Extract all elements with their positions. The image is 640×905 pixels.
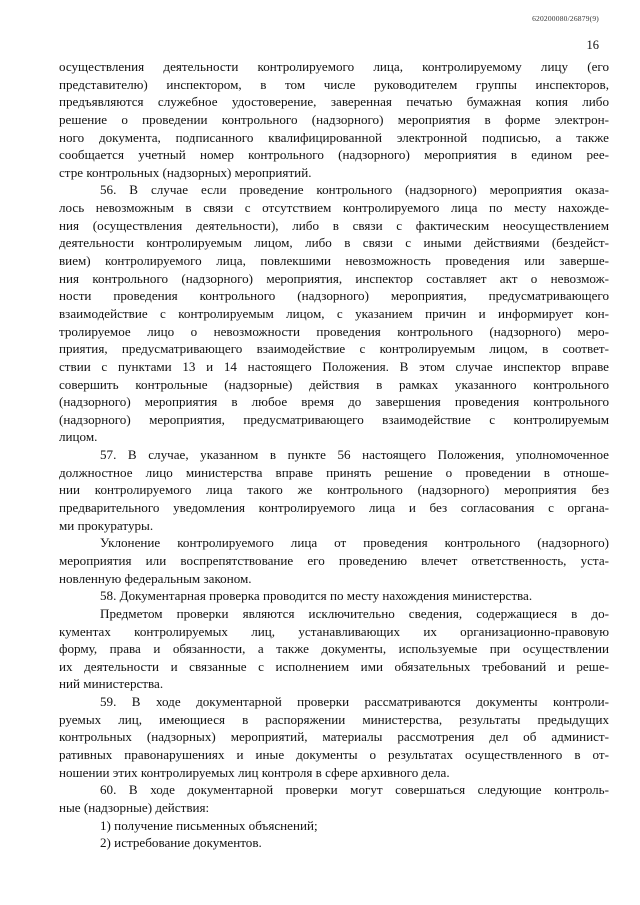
text-line: лось невозможным в связи с отсутствием контролируемого лица по месту нахожде- (59, 200, 609, 216)
text-line: руемых лиц, имеющиеся в распоряжении министерства, результаты предыдущих (59, 711, 609, 727)
text-line: тролируемое лицо о невозможности проведения контрольного (надзорного) меро- (59, 323, 609, 339)
document-body (59, 58, 609, 852)
text-line: деятельности контролируемым лицом, либо в связи с иными действиями (бездейст- (59, 235, 609, 251)
text-line: кументах контролируемых лиц, устанавливающих их организационно-правовую (59, 623, 609, 639)
text-line: 2) истребование документов. (100, 835, 262, 851)
text-line: ного документа, подписанного квалифицированной электронной подписью, а также (59, 129, 609, 145)
text-line: контрольных (надзорных) мероприятий, материалы рассмотрения дел об админист- (59, 729, 609, 745)
text-line: нии контролируемого лица такого же контрольного (надзорного) мероприятия без (59, 482, 609, 498)
text-line: их деятельности и связанные с исполнением ими обязательных требований и реше- (59, 658, 609, 674)
text-line: вием) контролируемого лица, повлекшими невозможность проведения или заверше- (59, 253, 609, 269)
text-line: 57. В случае, указанном в пункте 56 настоящего Положения, уполномоченное (100, 447, 609, 463)
text-line: должностное лицо министерства вправе принять решение о проведении в отноше- (59, 464, 609, 480)
text-line: новленную федеральным законом. (59, 570, 252, 586)
text-line: решение о проведении контрольного (надзорного) мероприятия в форме электрон- (59, 111, 609, 127)
text-line: ний министерства. (59, 676, 164, 692)
text-line: Предметом проверки являются исключительно сведения, содержащиеся в до- (100, 605, 609, 621)
text-line: предъявляются служебное удостоверение, заверенная печатью бумажная копия либо (59, 94, 609, 110)
text-line: ствии с пунктами 13 и 14 настоящего Положения. В этом случае инспектор вправе (59, 358, 609, 374)
text-line: (надзорного) мероприятия, предусматривающего взаимодействие с контролируемым (59, 411, 609, 427)
text-line: мероприятия или воспрепятствование его проведению влечет ответственность, уста- (59, 552, 609, 568)
text-line: лицом. (59, 429, 98, 445)
text-line: ния контрольного (надзорного) мероприятия, инспектор составляет акт о невозмож- (59, 270, 609, 286)
text-line: ративных правонарушениях и иные документы о результатах осуществленного в от- (59, 746, 609, 762)
text-line: 56. В случае если проведение контрольного (надзорного) мероприятия оказа- (100, 182, 609, 198)
text-line: 1) получение письменных объяснений; (100, 817, 318, 833)
text-line: ности проведения контрольного (надзорного) мероприятия, предусматривающего (59, 288, 609, 304)
text-line: осуществления деятельности контролируемого лица, контролируемому лицу (его (59, 59, 609, 74)
text-line: (надзорного) мероприятия в любое время до завершения проведения контрольного (59, 394, 609, 410)
text-line: Уклонение контролируемого лица от проведения контрольного (надзорного) (100, 535, 609, 551)
page-number: 16 (586, 38, 599, 52)
text-line: ношении этих контролируемых лиц контроля в сфере архивного дела. (59, 764, 450, 780)
text-line: представителю) инспектором, в том числе руководителем группы инспекторов, (59, 76, 609, 92)
text-line: 60. В ходе документарной проверки могут совершаться следующие контроль- (100, 782, 609, 798)
text-line: ния (осуществления деятельности), либо в связи с фактическим неосуществлением (59, 217, 609, 233)
text-line: взаимодействие с контролируемым лицом, с указанием причин и информирует кон- (59, 305, 609, 321)
text-line: форму, права и обязанности, а также документы, используемые при осуществлении (59, 641, 609, 657)
text-line: ми прокуратуры. (59, 517, 154, 533)
text-line: стре контрольных (надзорных) мероприятий. (59, 164, 312, 180)
text-line: ные (надзорные) действия: (59, 799, 210, 815)
text-line: совершить контрольные (надзорные) действия в рамках указанного контрольного (59, 376, 609, 392)
text-line: 59. В ходе документарной проверки рассматриваются документы контроли- (100, 694, 609, 710)
text-line: 58. Документарная проверка проводится по месту нахождения министерства. (100, 588, 533, 604)
text-line: предварительного уведомления контролируемого лица и без согласования с органа- (59, 500, 609, 516)
document-id: 620200080/26879(9) (532, 14, 599, 23)
text-line: приятия, предусматривающего взаимодействие с контролируемым лицом, в соответ- (59, 341, 609, 357)
text-line: сообщается учетный номер контрольного (надзорного) мероприятия в едином рее- (59, 147, 609, 163)
